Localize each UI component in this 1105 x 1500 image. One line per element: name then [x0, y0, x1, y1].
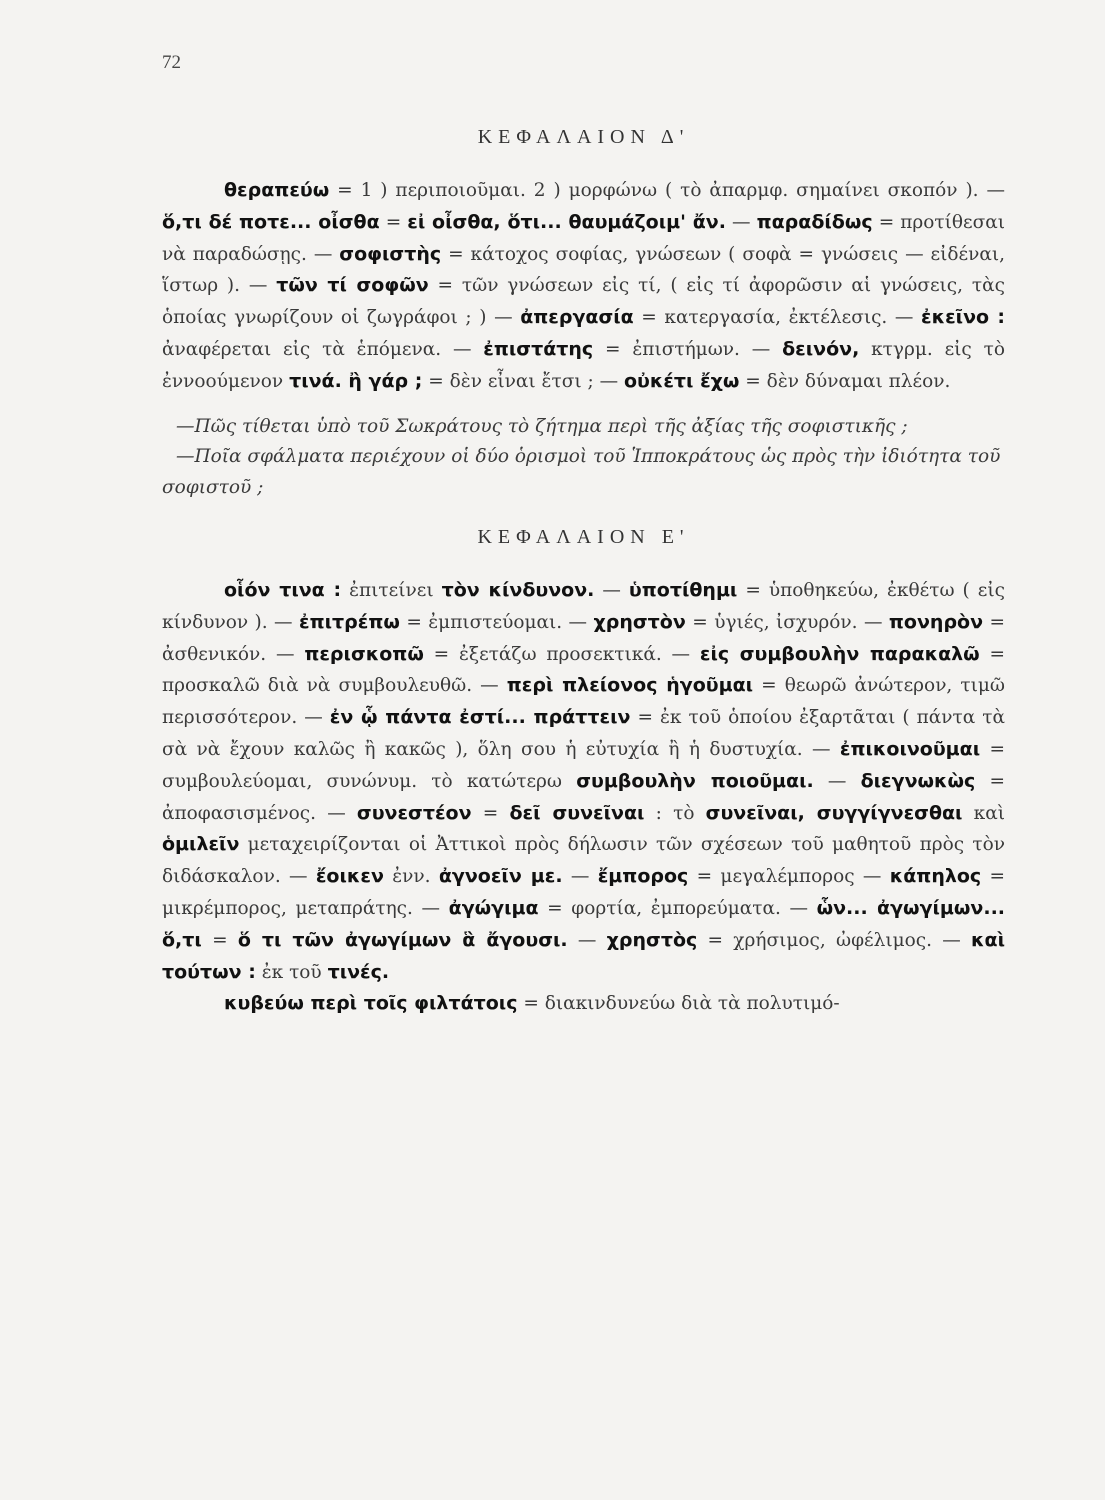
chapter-d-term: θεραπεύω: [224, 179, 330, 201]
chapter-e-term: ἀγνοεῖν με.: [438, 865, 563, 888]
chapter-e-final-gloss: = διακινδυνεύω διὰ τὰ πολυτιμό-: [517, 993, 840, 1015]
chapter-d-term: τινά. ἢ γάρ ;: [289, 369, 423, 392]
chapter-e-term: ὑποτίθημι: [628, 578, 738, 601]
chapter-e-term: καὶ τούτων :: [162, 928, 1006, 983]
chapter-d-gloss: = τῶν γνώσεων εἰς τί, ( εἰς τί ἀφορῶσιν αἱ γνώσεις, τὰς ὁποίας γνωρίζουν οἱ ζωγράφοι ; ) —: [162, 275, 1005, 329]
chapter-d-term: ἐπιστάτης: [483, 337, 594, 360]
chapter-e-gloss: = χρήσιμος, ὠφέλιμος. —: [697, 929, 972, 951]
chapter-e-term: περὶ πλείονος ἡγοῦμαι: [506, 674, 754, 697]
chapter-e-gloss: =: [471, 802, 510, 824]
chapter-e-term: περισκοπῶ: [304, 642, 424, 665]
chapter-e-term: τινές.: [327, 960, 390, 983]
questions-block: [162, 412, 1005, 504]
chapter-e-gloss: = μικρέμπορος, μεταπράτης. —: [162, 866, 1006, 919]
chapter-d-gloss: = 1 ) περιποιοῦμαι. 2 ) μορφώνω ( τὸ ἀπαρμφ. σημαίνει σκοπόν ). —: [329, 180, 1005, 201]
chapter-e-gloss: καὶ: [962, 802, 1005, 824]
chapter-e-gloss: = ἀποφασισμένος. —: [162, 770, 1005, 824]
chapter-e-term: διεγνωκὼς: [860, 769, 976, 792]
chapter-e-final-term: κυβεύω περὶ τοῖς φιλτάτοις: [224, 992, 518, 1015]
glossary-paragraph-d: [162, 175, 1005, 398]
chapter-d-gloss: = κατεργασία, ἐκτέλεσις. —: [633, 307, 922, 329]
chapter-e-term: εἰς συμβουλὴν παρακαλῶ: [699, 642, 980, 665]
page-number: 72: [162, 52, 181, 73]
chapter-d-gloss: = δὲν δύναμαι πλέον.: [739, 370, 951, 392]
chapter-e-term: κάπηλος: [889, 865, 982, 888]
chapter-e-gloss: = ἐκ τοῦ ὁποίου ἐξαρτᾶται ( πάντα τὰ σὰ νὰ ἔχουν καλῶς ἢ κακῶς ), ὅλη σου ἡ εὐτυχία ἢ ἡ δυστυχία. —: [162, 707, 1005, 760]
chapter-e-gloss: —: [813, 770, 861, 792]
chapter-e-gloss: = μεγαλέμπορος —: [688, 866, 890, 888]
chapter-e-gloss: = ἐξετάζω προσεκτικά. —: [423, 643, 700, 665]
chapter-e-gloss: μεταχειρίζονται οἱ Ἀττικοὶ πρὸς δήλωσιν τῶν σχέσεων τοῦ μαθητοῦ πρὸς τὸν διδάσκαλον. —: [162, 834, 1005, 888]
chapter-heading-e: ΚΕΦΑΛΑΙΟΝ Ε': [477, 525, 690, 548]
chapter-d-gloss: = προτίθεσαι νὰ παραδώσῃς. —: [162, 211, 1006, 265]
chapter-e-gloss: = προσκαλῶ διὰ νὰ συμβουλευθῶ. —: [162, 643, 1005, 697]
chapter-e-term: ἐπιτρέπω: [299, 610, 400, 633]
chapter-e-term: ὧν... ἀγωγίμων... ὅ,τι: [162, 896, 1006, 951]
chapter-e-term: τὸν κίνδυνον.: [441, 578, 595, 601]
chapter-e-term: δεῖ συνεῖναι: [509, 801, 645, 824]
chapter-e-term: ἀγώγιμα: [448, 896, 539, 919]
chapter-d-term: ὅ,τι δέ ποτε... οἶσθα: [162, 210, 380, 233]
chapter-e-gloss: = ὑποθηκεύω, ἐκθέτω ( εἰς κίνδυνον ). —: [162, 579, 1005, 633]
question-1: —Πῶς τίθεται ὑπὸ τοῦ Σωκράτους τὸ ζήτημα περὶ τῆς ἀξίας τῆς σοφιστικῆς ;: [176, 415, 908, 437]
chapter-e-term: συνεστέον: [356, 801, 472, 824]
chapter-e-gloss: —: [567, 929, 607, 951]
chapter-e-gloss: = συμβουλεύομαι, συνώνυμ. τὸ κατώτερω: [162, 738, 1005, 792]
chapter-d-gloss: —: [725, 211, 757, 233]
chapter-e-gloss: ἐνν.: [383, 866, 439, 888]
chapter-e-term: ἔοικεν: [315, 865, 384, 888]
chapter-e-gloss: = ὑγιές, ἰσχυρόν. —: [685, 611, 889, 633]
chapter-d-term: σοφιστὴς: [339, 242, 442, 265]
chapter-e-term: χρηστὸν: [593, 610, 686, 633]
chapter-e-gloss: ἐκ τοῦ: [255, 961, 328, 983]
chapter-d-term: παραδίδως: [756, 210, 873, 233]
chapter-e-term: ὅ τι τῶν ἀγωγίμων ἃ ἄγουσι.: [237, 928, 568, 951]
chapter-e-term: ἐν ᾧ πάντα ἐστί... πράττειν: [329, 706, 631, 729]
chapter-e-gloss: = φορτία, ἐμπορεύματα. —: [538, 897, 817, 919]
chapter-e-term: χρηστὸς: [606, 928, 698, 951]
chapter-d-term: τῶν τί σοφῶν: [276, 274, 429, 297]
chapter-heading-d: ΚΕΦΑΛΑΙΟΝ Δ': [477, 126, 690, 148]
chapter-d-gloss: = δὲν εἶναι ἔτσι ; —: [422, 370, 624, 392]
chapter-d-gloss: =: [379, 211, 408, 233]
chapter-e-gloss: : τὸ: [644, 802, 706, 824]
chapter-d-term: ἀπεργασία: [520, 306, 634, 329]
chapter-d-term: εἰ οἶσθα, ὅτι... θαυμάζοιμ' ἄν.: [407, 210, 726, 233]
chapter-e-gloss: —: [594, 579, 629, 601]
glossary-paragraph-e: [162, 575, 1005, 988]
chapter-e-gloss: —: [562, 866, 598, 888]
question-2: —Ποῖα σφάλματα περιέχουν οἱ δύο ὁρισμοὶ τοῦ Ἱπποκράτους ὡς πρὸς τὴν ἰδιότητα τοῦ σοφιστοῦ ;: [162, 446, 1001, 499]
chapter-d-term: ἐκεῖνο :: [921, 306, 1006, 329]
chapter-e-term: συμβουλὴν ποιοῦμαι.: [576, 769, 814, 792]
chapter-e-term: ἐπικοινοῦμαι: [839, 737, 981, 760]
chapter-d-gloss: κτγρμ. εἰς τὸ ἐννοούμενον: [162, 338, 1006, 392]
chapter-e-gloss: = θεωρῶ ἀνώτερον, τιμῶ περισσότερον. —: [162, 675, 1005, 729]
chapter-e-term: οἷόν τινα :: [224, 578, 342, 601]
chapter-d-term: οὐκέτι ἔχω: [623, 369, 740, 392]
chapter-e-term: συνεῖναι, συγγίγνεσθαι: [705, 801, 963, 824]
chapter-e-term: πονηρὸν: [888, 610, 984, 633]
chapter-d-gloss: = ἐπιστήμων. —: [593, 338, 783, 360]
chapter-e-term: ἔμπορος: [597, 865, 689, 888]
chapter-d-term: δεινόν,: [782, 337, 860, 360]
chapter-e-gloss: ἐπιτείνει: [341, 579, 442, 601]
chapter-e-gloss: = ἀσθενικόν. —: [162, 611, 1005, 665]
chapter-d-gloss: = κάτοχος σοφίας, γνώσεων ( σοφὰ = γνώσεις — εἰδέναι, ἵστωρ ). —: [162, 243, 1005, 297]
chapter-d-gloss: ἀναφέρεται εἰς τὰ ἑπόμενα. —: [162, 338, 484, 360]
chapter-e-gloss: = ἐμπιστεύομαι. —: [399, 611, 594, 633]
chapter-e-gloss: =: [201, 929, 238, 951]
glossary-paragraph-e-final: [162, 988, 1005, 1020]
chapter-e-term: ὁμιλεῖν: [162, 833, 240, 856]
